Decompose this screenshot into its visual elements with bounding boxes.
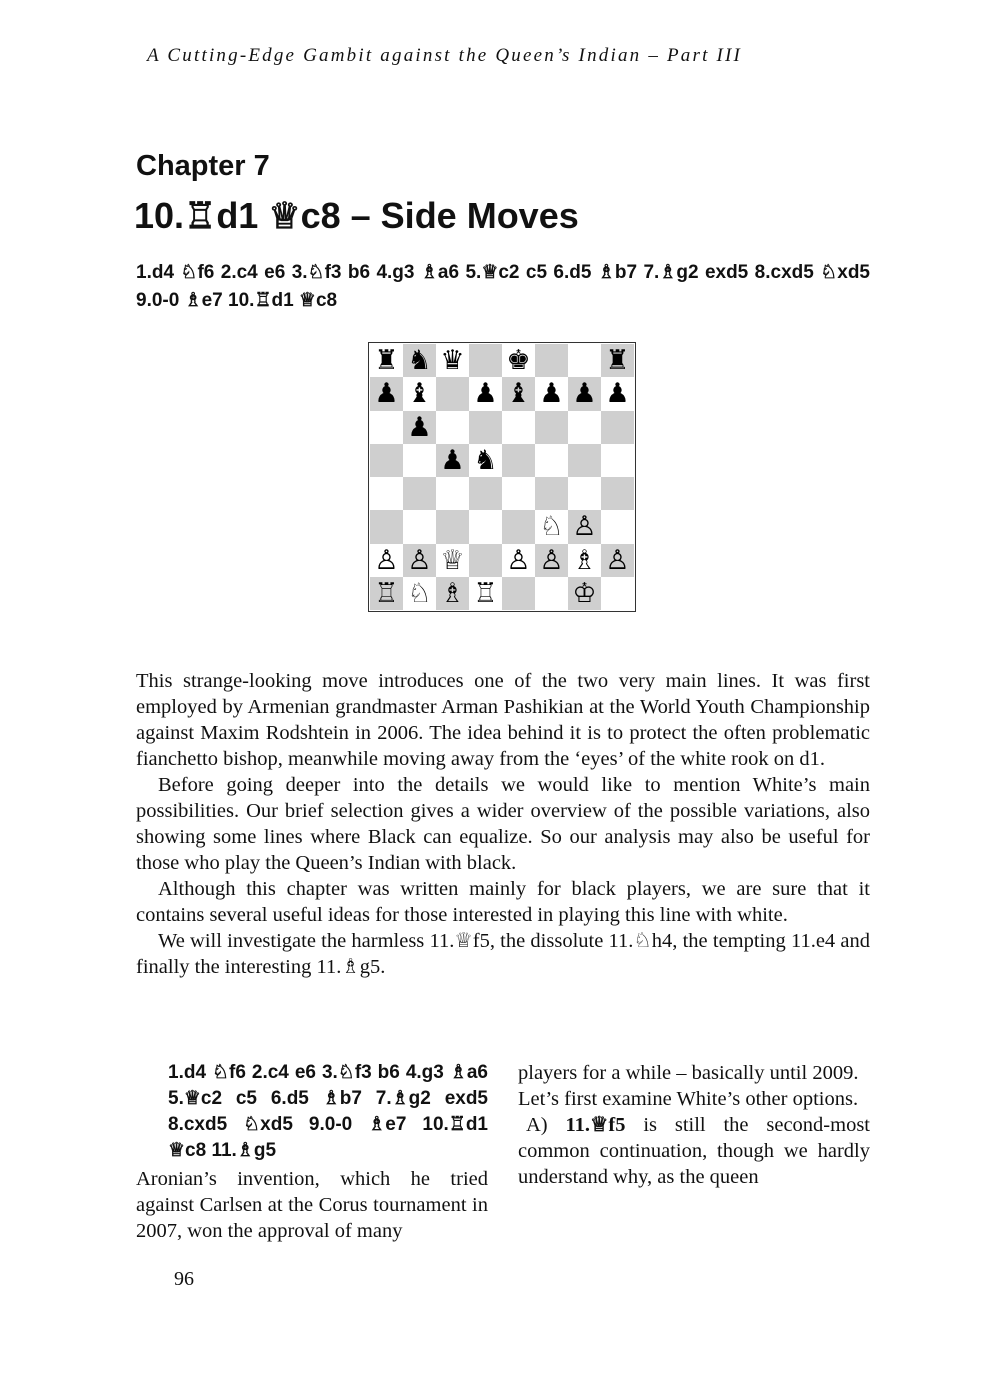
board-square bbox=[469, 510, 502, 543]
board-square: ♞ bbox=[403, 344, 436, 377]
board-square bbox=[535, 577, 568, 610]
board-square: ♞ bbox=[469, 444, 502, 477]
paragraph: This strange-looking move introduces one of the two very main lines. It was first employed by Armenian grandmaster Arman Pashikian at the World Youth Championship against Maxim Rodshtein in 2006. The idea behind it is to protect the often problematic fianchetto bishop, meanwhile moving away from the ‘eyes’ of the white rook on d1. bbox=[136, 670, 870, 770]
board-square bbox=[535, 411, 568, 444]
option-text: is still the second-most common continuation, though we hardly understand why, as the queen bbox=[518, 1114, 870, 1188]
board-square bbox=[601, 510, 634, 543]
paragraph: We will investigate the harmless 11.♕f5, the dissolute 11.♘h4, the tempting 11.e4 and finally the interesting 11.♗g5. bbox=[136, 930, 870, 978]
option-prefix: A) bbox=[526, 1114, 566, 1136]
board-square: ♗ bbox=[436, 577, 469, 610]
board-square: ♚ bbox=[502, 344, 535, 377]
board-square bbox=[601, 444, 634, 477]
board-square bbox=[535, 477, 568, 510]
board-square: ♖ bbox=[370, 577, 403, 610]
board-square: ♜ bbox=[370, 344, 403, 377]
board-square bbox=[403, 510, 436, 543]
board-square bbox=[370, 477, 403, 510]
board-square bbox=[601, 411, 634, 444]
chapter-label: Chapter 7 bbox=[136, 150, 270, 182]
board-square bbox=[436, 477, 469, 510]
running-head: A Cutting-Edge Gambit against the Queen’s Indian – Part III bbox=[147, 45, 743, 66]
board-square bbox=[568, 344, 601, 377]
board-square: ♟ bbox=[568, 377, 601, 410]
board-square bbox=[568, 444, 601, 477]
board-square: ♜ bbox=[601, 344, 634, 377]
board-square: ♘ bbox=[535, 510, 568, 543]
chess-diagram bbox=[368, 342, 636, 612]
board-square bbox=[601, 577, 634, 610]
board-square: ♟ bbox=[601, 377, 634, 410]
board-square: ♙ bbox=[502, 544, 535, 577]
board-square bbox=[403, 444, 436, 477]
board-square: ♔ bbox=[568, 577, 601, 610]
board-square bbox=[469, 544, 502, 577]
board-square bbox=[601, 477, 634, 510]
board-square: ♝ bbox=[403, 377, 436, 410]
board-square bbox=[502, 477, 535, 510]
board-square bbox=[370, 510, 403, 543]
left-column bbox=[136, 1060, 488, 1244]
board-square: ♝ bbox=[502, 377, 535, 410]
board-square: ♛ bbox=[436, 344, 469, 377]
board-square: ♖ bbox=[469, 577, 502, 610]
right-column-text: Let’s first examine White’s other options. bbox=[518, 1088, 859, 1110]
left-column-text: Aronian’s invention, which he tried against Carlsen at the Corus tournament in 2007, won the approval of many bbox=[136, 1168, 488, 1242]
chapter-moves: 1.d4 ♘f6 2.c4 e6 3.♘f3 b6 4.g3 ♗a6 5.♕c2 c5 6.d5 ♗b7 7.♗g2 exd5 8.cxd5 ♘xd5 9.0-0 ♗e7 10.♖d1 ♕c8 bbox=[136, 262, 870, 311]
paragraph: Before going deeper into the details we would like to mention White’s main possibilities. Our brief selection gives a wider overview of the possible variations, also showing some lines where Black can equalize. So our analysis may also be useful for those who play the Queen’s Indian with black. bbox=[136, 774, 870, 874]
board-square: ♙ bbox=[370, 544, 403, 577]
intro-text bbox=[136, 668, 870, 980]
board-square bbox=[403, 477, 436, 510]
main-line-moves: 1.d4 ♘f6 2.c4 e6 3.♘f3 b6 4.g3 ♗a6 5.♕c2 c5 6.d5 ♗b7 7.♗g2 exd5 8.cxd5 ♘xd5 9.0-0 ♗e7 10.♖d1 ♕c8 11.♗g5 bbox=[168, 1062, 488, 1161]
paragraph: Although this chapter was written mainly for black players, we are sure that it contains several useful ideas for those interested in playing this line with white. bbox=[136, 878, 870, 926]
right-column-text: players for a while – basically until 2009. bbox=[518, 1062, 859, 1084]
board-square: ♙ bbox=[535, 544, 568, 577]
board-square bbox=[370, 411, 403, 444]
board-square: ♟ bbox=[370, 377, 403, 410]
board-square bbox=[436, 377, 469, 410]
chapter-title: 10.♖d1 ♕c8 – Side Moves bbox=[134, 195, 579, 236]
option-a bbox=[518, 1112, 870, 1190]
right-column bbox=[518, 1060, 870, 1190]
board-square: ♘ bbox=[403, 577, 436, 610]
board-square: ♟ bbox=[469, 377, 502, 410]
board-square bbox=[502, 444, 535, 477]
board-square: ♙ bbox=[568, 510, 601, 543]
board-square bbox=[568, 477, 601, 510]
board-square: ♟ bbox=[403, 411, 436, 444]
board-square: ♗ bbox=[568, 544, 601, 577]
board-square bbox=[370, 444, 403, 477]
board-square bbox=[502, 411, 535, 444]
board-square bbox=[469, 477, 502, 510]
board-square: ♟ bbox=[535, 377, 568, 410]
board-square bbox=[535, 444, 568, 477]
board-square bbox=[469, 411, 502, 444]
board-square bbox=[535, 344, 568, 377]
board-square: ♟ bbox=[436, 444, 469, 477]
board-square: ♙ bbox=[403, 544, 436, 577]
option-move: 11.♕f5 bbox=[565, 1114, 626, 1136]
board-square bbox=[502, 577, 535, 610]
board-square bbox=[436, 411, 469, 444]
board-square bbox=[568, 411, 601, 444]
board-square bbox=[469, 344, 502, 377]
page-number: 96 bbox=[174, 1268, 194, 1290]
board-square: ♕ bbox=[436, 544, 469, 577]
board-square bbox=[502, 510, 535, 543]
board-square: ♙ bbox=[601, 544, 634, 577]
board-square bbox=[436, 510, 469, 543]
